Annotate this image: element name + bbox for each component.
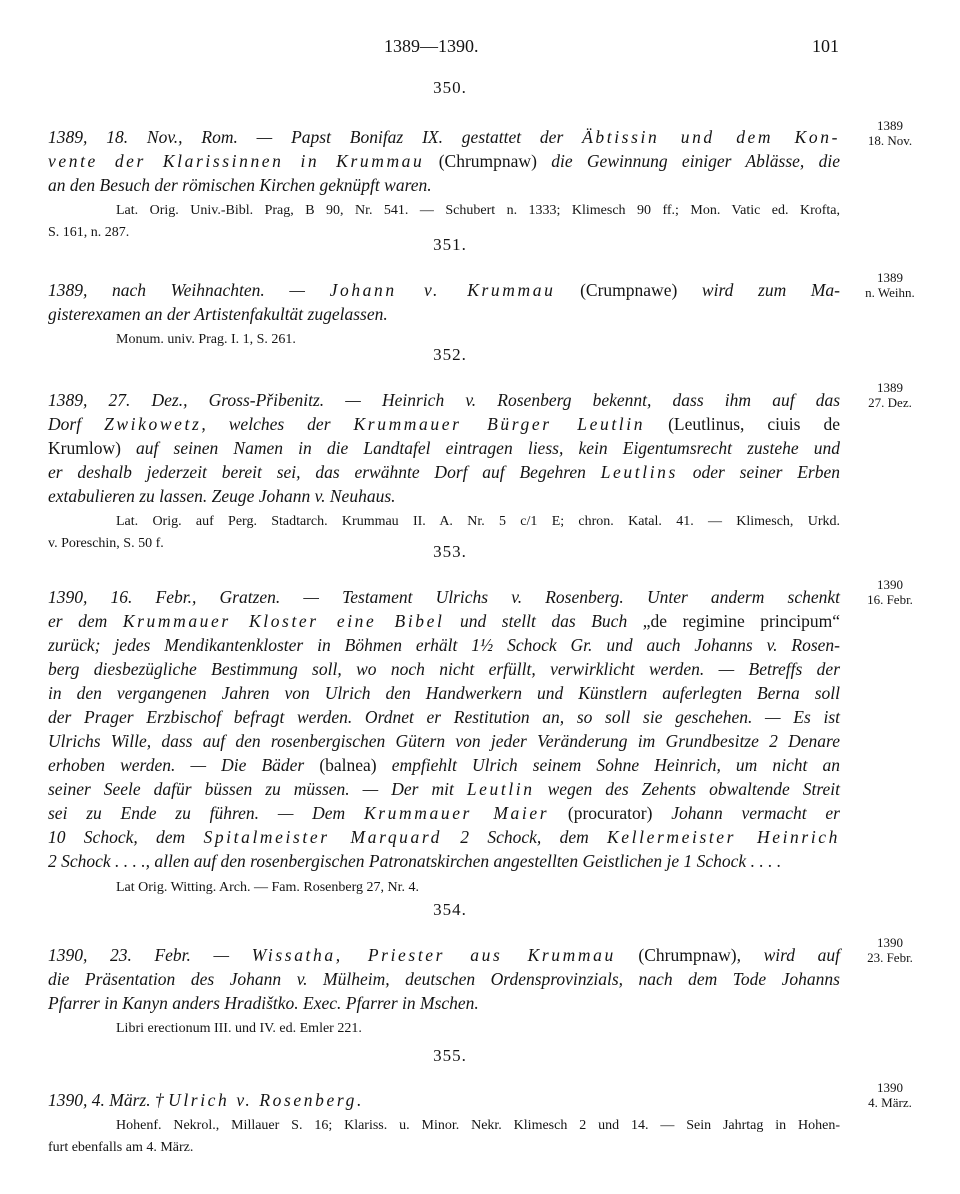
regest-text: auf seinen Namen in die Landtafel eintragen liess, kein Eigentumsrecht zustehe und [120, 438, 840, 458]
margin-date-line: 1389 [877, 380, 903, 395]
margin-date-line: 27. Dez. [868, 395, 912, 410]
regest-line [48, 1088, 840, 1112]
regest-text [645, 414, 668, 434]
spaced-name: Krummauer Kloster eine Bibel [122, 611, 445, 631]
margin-date-line: 1390 [877, 1080, 903, 1095]
regest-text: sei zu Ende zu führen. — Dem [48, 803, 364, 823]
regest-text: und stellt das Buch [444, 611, 643, 631]
regest-text: empfiehlt Ulrich seinem Sohne Heinrich, um nicht an [376, 755, 840, 775]
regest-line [48, 484, 840, 508]
regest-line [48, 801, 840, 825]
regest-line [48, 412, 840, 436]
margin-date-line: 18. Nov. [867, 133, 913, 148]
regest-line [48, 705, 840, 729]
regest-line [48, 681, 840, 705]
regest-text: die Gewinnung einiger Ablässe, die [536, 151, 841, 171]
regest-line [48, 729, 840, 753]
source-citation-line: Lat. Orig. Univ.-Bibl. Prag, B 90, Nr. 541. — Schubert n. 1333; Klimesch 90 ff.; Mon. Vatic ed. Krofta, [116, 203, 840, 218]
source-citation-line: Lat. Orig. auf Perg. Stadtarch. Krummau II. A. Nr. 5 c/1 E; chron. Katal. 41. — Klimesch, Urkd. [116, 514, 840, 529]
regest-line [48, 657, 840, 681]
regest-text: 1389, 18. Nov., Rom. — Papst Bonifaz IX. gestattet der [48, 127, 583, 147]
upright-quote: „de regimine principum“ [642, 611, 841, 631]
source-citation-line: Hohenf. Nekrol., Millauer S. 16; Klariss. u. Minor. Nekr. Klimesch 2 und 14. — Sein Jahrtag in Hohen- [116, 1118, 840, 1133]
spaced-name: Ulrich v. Rosenberg. [168, 1090, 364, 1110]
regest-text: er deshalb jederzeit bereit sei, das erwähnte Dorf auf Begehren [48, 462, 601, 482]
regest-line [48, 753, 840, 777]
upright-quote: (Crumpnawe) [580, 280, 678, 300]
source-citation-line: Monum. univ. Prag. I. 1, S. 261. [116, 332, 296, 347]
margin-date-line: 4. März. [868, 1095, 912, 1110]
spaced-name: Leutlin [466, 779, 535, 799]
upright-quote: (balnea) [319, 755, 377, 775]
regest-line [48, 943, 840, 967]
regest-line [48, 460, 840, 484]
margin-date-note [850, 1080, 930, 1110]
regest-text: , welches der [201, 414, 354, 434]
spaced-name: Kellermeister Heinrich [607, 827, 840, 847]
regest-line [48, 149, 840, 173]
regest-text: , wird auf [736, 945, 841, 965]
regest-text: an den Besuch der römischen Kirchen geknüpft waren. [48, 175, 432, 195]
source-citation-line: Lat Orig. Witting. Arch. — Fam. Rosenberg 27, Nr. 4. [116, 880, 420, 895]
regest-line [48, 825, 840, 849]
source-citation-line: v. Poreschin, S. 50 f. [48, 536, 164, 551]
regest-text: oder seiner Erben [677, 462, 840, 482]
regest-line [48, 991, 840, 1015]
margin-date-line: 1390 [877, 935, 903, 950]
page-number: 101 [812, 36, 839, 56]
regest-line [48, 173, 840, 197]
running-header-years: 1389—1390. [384, 36, 479, 56]
regest-text: zurück; jedes Mendikantenkloster in Böhmen erhält 1½ Schock Gr. und auch Johanns v. Rosen- [48, 635, 840, 655]
regest-text: 2 Schock, dem [442, 827, 608, 847]
regest-text: berg diesbezügliche Bestimmung soll, wo noch nicht erfüllt, verwirklicht werden. — Betreffs der [48, 659, 840, 679]
regest-line [48, 278, 840, 302]
regest-text: extabulieren zu lassen. Zeuge Johann v. Neuhaus. [48, 486, 396, 506]
spaced-name: Leutlins [600, 462, 678, 482]
spaced-name: Spitalmeister Marquard [203, 827, 442, 847]
regest-text [549, 803, 568, 823]
regest-line [48, 849, 840, 873]
upright-quote: (procurator) [567, 803, 653, 823]
upright-quote: (Leutlinus, ciuis de [668, 414, 840, 434]
upright-quote: (Chrumpnaw) [438, 151, 537, 171]
entry-number: 354. [433, 900, 467, 919]
regest-text: der Prager Erzbischof befragt werden. Ordnet er Restitution an, so soll sie geschehen. — Es ist [48, 707, 840, 727]
regest-text: Johann vermacht er [652, 803, 840, 823]
regest-text: 2 Schock . . . ., allen auf den rosenbergischen Patronatskirchen angestellten Geistlichen je 1 Schock . . . . [48, 851, 782, 871]
regest-text: 1390, 4. März. † [48, 1090, 169, 1110]
source-citation-line: Libri erectionum III. und IV. ed. Emler 221. [116, 1021, 362, 1036]
regest-line [48, 302, 840, 326]
margin-date-note [850, 935, 930, 965]
spaced-name: Wissatha, Priester aus Krummau [251, 945, 616, 965]
entry-number: 353. [433, 542, 467, 561]
entry-number: 352. [433, 345, 467, 364]
source-citation-line: furt ebenfalls am 4. März. [48, 1140, 194, 1155]
regest-line [48, 967, 840, 991]
regest-text: wird zum Ma- [677, 280, 840, 300]
regest-text: Pfarrer in Kanyn anders Hradištko. Exec. Pfarrer in Mschen. [48, 993, 479, 1013]
regest-line [48, 609, 840, 633]
regest-line [48, 125, 840, 149]
regest-text: 1390, 23. Febr. — [48, 945, 252, 965]
regest-text: Ulrichs Wille, dass auf den rosenbergischen Gütern von jeder Veränderung im Grundbesitze 2 Denare [48, 731, 840, 751]
regest-text: in den vergangenen Jahren von Ulrich den Handwerkern und Künstlern auferlegten Berna soll [48, 683, 840, 703]
regest-text: erhoben werden. — Die Bäder [48, 755, 320, 775]
regest-text [616, 945, 639, 965]
regest-text: 10 Schock, dem [48, 827, 204, 847]
entry-number: 351. [433, 235, 467, 254]
spaced-name: vente der Klarissinnen in Krummau [48, 151, 425, 171]
regest-text: seiner Seele dafür büssen zu müssen. — Der mit [48, 779, 467, 799]
spaced-name: Krummauer Maier [363, 803, 550, 823]
margin-date-line: 16. Febr. [867, 592, 913, 607]
upright-quote: (Chrumpnaw) [638, 945, 737, 965]
upright-quote: Krumlow) [48, 438, 121, 458]
regest-line [48, 388, 840, 412]
regest-text [555, 280, 580, 300]
regest-text [424, 151, 438, 171]
margin-date-line: 1389 [877, 270, 903, 285]
margin-date-note [850, 577, 930, 607]
margin-date-line: 1389 [877, 118, 903, 133]
margin-date-note [850, 118, 930, 148]
regest-line [48, 777, 840, 801]
source-citation-line: S. 161, n. 287. [48, 225, 130, 240]
regest-text: die Präsentation des Johann v. Mülheim, deutschen Ordensprovinzials, nach dem Tode Johanns [48, 969, 840, 989]
regest-text: Dorf [48, 414, 105, 434]
spaced-name: Äbtissin und dem Kon- [582, 127, 840, 147]
regest-line [48, 633, 840, 657]
regest-text: er dem [48, 611, 123, 631]
regest-line [48, 436, 840, 460]
entry-number: 350. [433, 78, 467, 97]
regest-text: 1389, nach Weihnachten. — [48, 280, 330, 300]
margin-date-line: 23. Febr. [867, 950, 913, 965]
entry-number: 355. [433, 1046, 467, 1065]
regest-text: 1389, 27. Dez., Gross-Přibenitz. — Heinrich v. Rosenberg bekennt, dass ihm auf das [48, 390, 840, 410]
regest-text: gisterexamen an der Artistenfakultät zugelassen. [48, 304, 388, 324]
margin-date-note [850, 270, 930, 300]
margin-date-line: 1390 [877, 577, 903, 592]
regest-line [48, 585, 840, 609]
spaced-name: Zwikowetz [104, 414, 202, 434]
margin-date-line: n. Weihn. [865, 285, 915, 300]
regest-text: 1390, 16. Febr., Gratzen. — Testament Ulrichs v. Rosenberg. Unter anderm schenkt [48, 587, 840, 607]
spaced-name: Krummauer Bürger Leutlin [353, 414, 646, 434]
margin-date-note [850, 380, 930, 410]
spaced-name: Johann v. Krummau [329, 280, 556, 300]
regest-text: wegen des Zehents obwaltende Streit [534, 779, 841, 799]
